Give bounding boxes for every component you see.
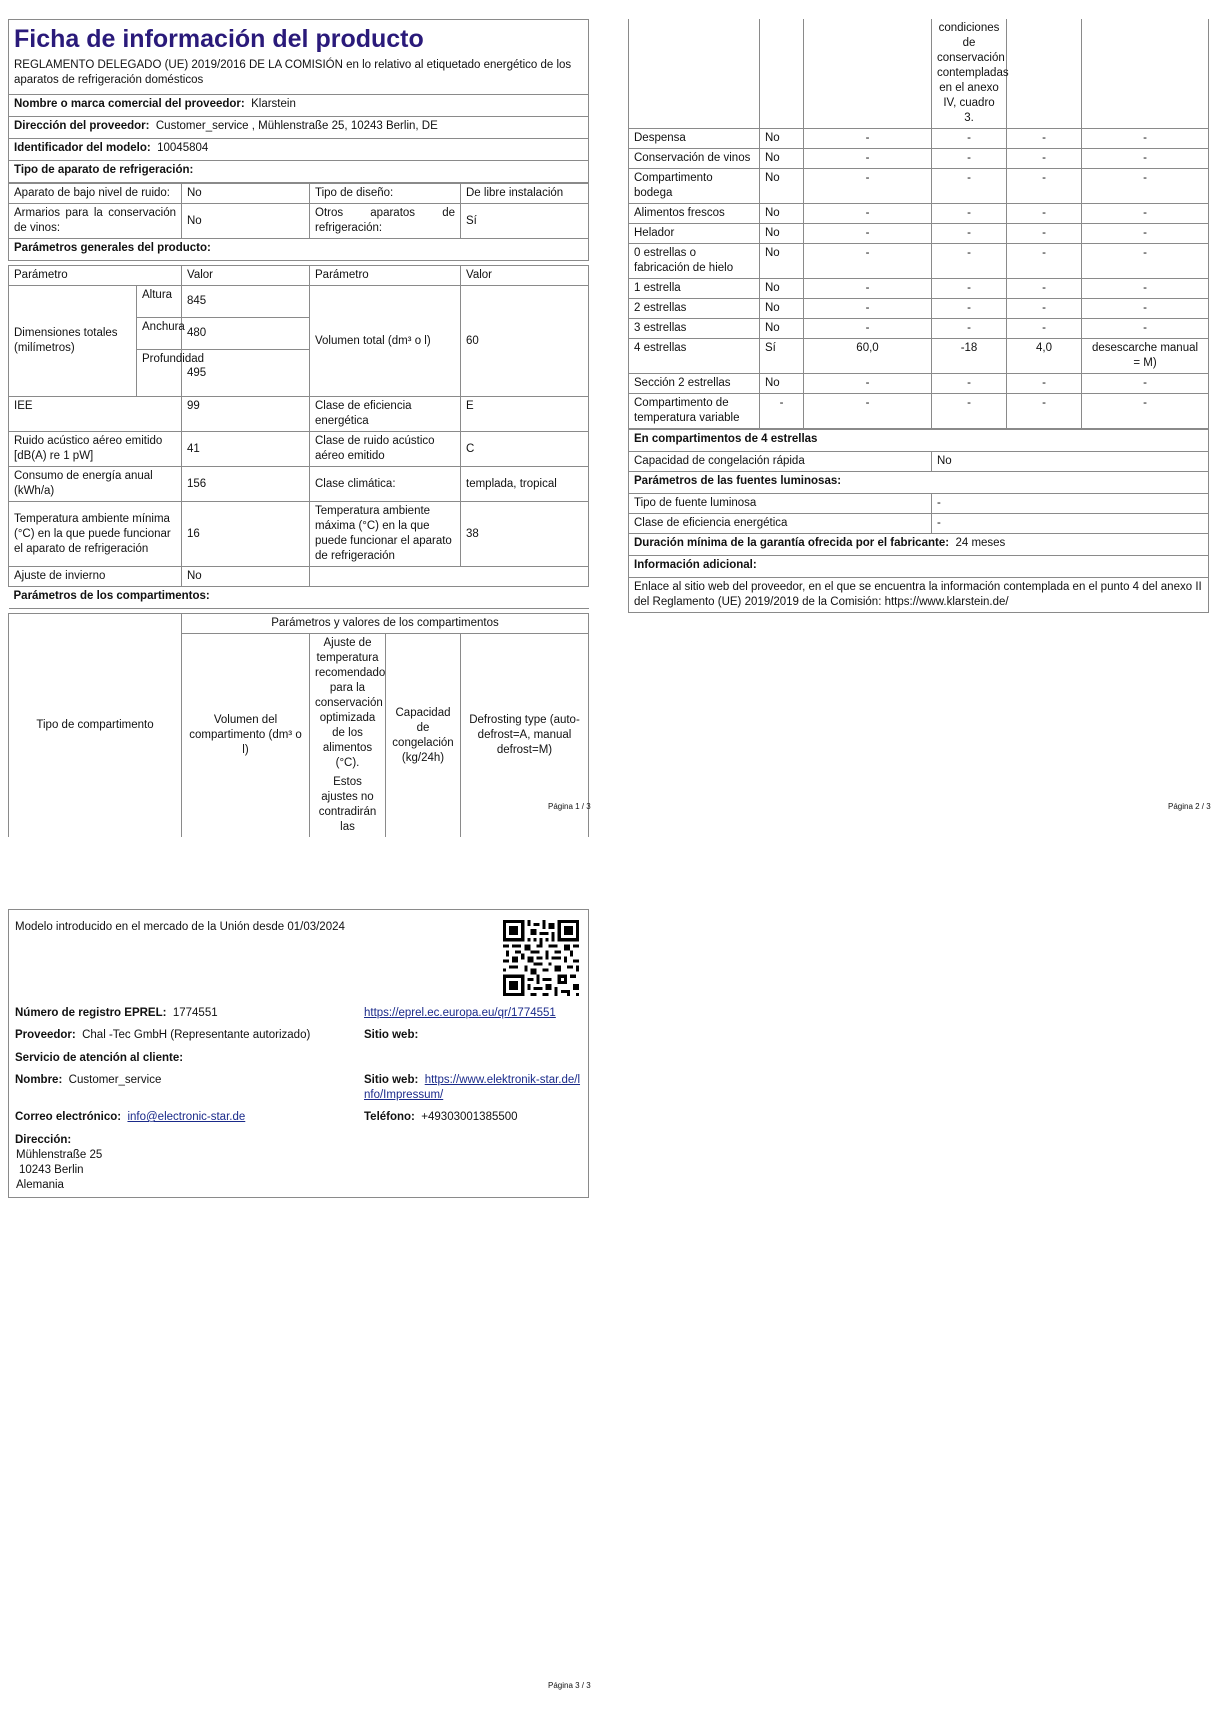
website-label: Sitio web: [364, 1029, 419, 1041]
compartment-present: No [760, 204, 804, 224]
supplier-value: Chal -Tec GmbH (Representante autorizado) [82, 1029, 311, 1041]
compartment-freeze: - [1007, 204, 1082, 224]
noise-class-value: C [461, 432, 589, 467]
table-row [629, 149, 1209, 169]
compartment-name: 4 estrellas [629, 339, 760, 374]
compartment-present: No [760, 374, 804, 394]
compartment-name: Conservación de vinos [629, 149, 760, 169]
fast-freeze-value: No [932, 452, 1209, 472]
compartment-rows [629, 129, 1209, 429]
volume-label: Volumen total (dm³ o l) [310, 286, 461, 397]
table-row [629, 319, 1209, 339]
light-table [628, 429, 1209, 613]
depth-label: Profundidad [137, 350, 182, 397]
wine-value: No [182, 204, 310, 239]
page-3 [8, 909, 589, 1198]
low-noise-value: No [182, 184, 310, 204]
compartment-present: No [760, 319, 804, 339]
compartment-defrost: - [1082, 374, 1209, 394]
noise-class-label: Clase de ruido acústico aéreo emitido [310, 432, 461, 467]
compartment-volume: - [804, 224, 932, 244]
page-2 [628, 19, 1209, 613]
table-row [629, 244, 1209, 279]
compartment-name: Despensa [629, 129, 760, 149]
empty-cell [310, 567, 589, 587]
phone-row: Teléfono: +49303001385500 [364, 1111, 518, 1123]
compartment-temp: - [932, 149, 1007, 169]
warranty-value: 24 meses [955, 537, 1006, 549]
appliance-type-table [8, 183, 589, 261]
compartment-temp: - [932, 394, 1007, 429]
four-star-heading: En compartimentos de 4 estrellas [629, 430, 1209, 452]
address-line-1: Mühlenstraße 25 [16, 1149, 103, 1161]
address-value: Customer_service , Mühlenstraße 25, 10243 Berlin, DE [155, 120, 438, 132]
compartment-name: 2 estrellas [629, 299, 760, 319]
phone-value: +49303001385500 [421, 1111, 518, 1123]
eprel-value: 1774551 [172, 1007, 218, 1019]
email-row: Correo electrónico: info@electronic-star.de [15, 1111, 246, 1123]
compartment-freeze: - [1007, 169, 1082, 204]
eprel-link[interactable]: https://eprel.ec.europa.eu/qr/1774551 [364, 1007, 556, 1019]
compartment-name: Alimentos frescos [629, 204, 760, 224]
page-title: Ficha de información del producto [14, 25, 424, 53]
compartment-freeze: - [1007, 244, 1082, 279]
compartment-volume: - [804, 319, 932, 339]
table-row [629, 374, 1209, 394]
consumption-value: 156 [182, 467, 310, 502]
compartment-temp: - [932, 224, 1007, 244]
design-type-label: Tipo de diseño: [310, 184, 461, 204]
compartment-name: 0 estrellas o fabricación de hielo [629, 244, 760, 279]
compartment-temp: - [932, 129, 1007, 149]
compartment-volume: - [804, 129, 932, 149]
compartment-present: No [760, 279, 804, 299]
address-heading: Dirección: [15, 1134, 72, 1146]
website2-link-1[interactable]: https://www.elektronik-star.de/l [424, 1074, 581, 1086]
compartment-name: Compartimento bodega [629, 169, 760, 204]
compartment-type-header: Tipo de compartimento [9, 614, 182, 838]
email-link[interactable]: info@electronic-star.de [127, 1111, 246, 1123]
col-value-1: Valor [182, 266, 310, 286]
compartment-name: Helador [629, 224, 760, 244]
table-row [629, 394, 1209, 429]
appliance-type-heading: Tipo de aparato de refrigeración: [9, 161, 589, 183]
compartment-volume: - [804, 299, 932, 319]
compartment-volume: - [804, 169, 932, 204]
page-1 [8, 19, 589, 837]
compartment-temp: - [932, 299, 1007, 319]
table-row [629, 129, 1209, 149]
low-noise-label: Aparato de bajo nivel de ruido: [9, 184, 182, 204]
height-value: 845 [182, 286, 310, 318]
compartment-defrost: - [1082, 299, 1209, 319]
compartment-defrost: - [1082, 224, 1209, 244]
qr-code-icon [503, 920, 579, 996]
light-class-label: Clase de eficiencia energética [629, 514, 932, 534]
min-temp-value: 16 [182, 502, 310, 567]
market-text: Modelo introducido en el mercado de la Unión desde 01/03/2024 [15, 921, 345, 933]
address-line-3: Alemania [16, 1179, 64, 1191]
light-heading: Parámetros de las fuentes luminosas: [629, 472, 1209, 494]
name-value: Customer_service [68, 1074, 162, 1086]
light-type-label: Tipo de fuente luminosa [629, 494, 932, 514]
compartments-header-table [8, 613, 589, 837]
compartment-present: No [760, 224, 804, 244]
general-params-table [8, 265, 589, 609]
other-value: Sí [461, 204, 589, 239]
col-param-2: Parámetro [310, 266, 461, 286]
cont-cell-5 [1007, 19, 1082, 129]
noise-value: 41 [182, 432, 310, 467]
compartment-present: No [760, 149, 804, 169]
col-value-2: Valor [461, 266, 589, 286]
compartment-temp: - [932, 244, 1007, 279]
regulation-text: REGLAMENTO DELEGADO (UE) 2019/2016 DE LA COMISIÓN en lo relativo al etiquetado energético de los aparatos de refrigeración domésticos [14, 59, 572, 86]
light-class-value: - [932, 514, 1209, 534]
additional-text: Enlace al sitio web del proveedor, en el que se encuentra la información contemplada en el punto 4 del anexo II del Reglamento (UE) 2019/2019 de la Comisión: https://www.klarstein.de/ [629, 578, 1209, 613]
compartment-temp: - [932, 204, 1007, 224]
table-row [629, 339, 1209, 374]
page-3-number: Página 3 / 3 [548, 1681, 591, 1690]
winter-label: Ajuste de invierno [9, 567, 182, 587]
comp-temp-text: Ajuste de temperatura recomendado para la conservación optimizada de los alimentos (°C). [315, 637, 386, 769]
compartment-freeze: - [1007, 374, 1082, 394]
warranty-row: Duración mínima de la garantía ofrecida por el fabricante: 24 meses [629, 534, 1209, 556]
depth-value: 495 [182, 350, 310, 397]
compartment-volume: - [804, 204, 932, 224]
wine-label: Armarios para la conservación de vinos: [9, 204, 182, 239]
model-row: Identificador del modelo: 10045804 [9, 139, 589, 161]
compartment-freeze: - [1007, 129, 1082, 149]
fast-freeze-label: Capacidad de congelación rápida [629, 452, 932, 472]
compartment-volume: - [804, 394, 932, 429]
eei-label: IEE [9, 397, 182, 432]
compartment-defrost: - [1082, 394, 1209, 429]
compartment-defrost: - [1082, 319, 1209, 339]
compartment-freeze: 4,0 [1007, 339, 1082, 374]
compartment-volume: 60,0 [804, 339, 932, 374]
brand-value: Klarstein [251, 98, 296, 110]
compartment-defrost: - [1082, 129, 1209, 149]
compartment-present: No [760, 244, 804, 279]
title-block [8, 19, 589, 94]
website2-row: Sitio web: https://www.elektronik-star.de/l [364, 1074, 581, 1086]
compartment-name: 3 estrellas [629, 319, 760, 339]
cont-cell-3 [804, 19, 932, 129]
eprel-row: Número de registro EPREL: 1774551 [15, 1007, 218, 1019]
compartment-defrost: desescarche manual = M) [1082, 339, 1209, 374]
website2-link-2[interactable]: nfo/Impressum/ [364, 1089, 444, 1101]
table-row [629, 279, 1209, 299]
compartment-present: Sí [760, 339, 804, 374]
volume-value: 60 [461, 286, 589, 397]
compartment-params-header: Parámetros y valores de los compartimentos [182, 614, 589, 634]
compartments-table [628, 19, 1209, 429]
comp-volume-header: Volumen del compartimento (dm³ o l) [182, 634, 310, 838]
compartment-defrost: - [1082, 244, 1209, 279]
cont-cell-6 [1082, 19, 1209, 129]
compartment-temp: - [932, 374, 1007, 394]
table-row [629, 204, 1209, 224]
comp-freeze-header: Capacidad de congelación (kg/24h) [386, 634, 461, 838]
additional-heading: Información adicional: [629, 556, 1209, 578]
compartment-defrost: - [1082, 149, 1209, 169]
light-type-value: - [932, 494, 1209, 514]
compartment-present: - [760, 394, 804, 429]
consumption-label: Consumo de energía anual (kWh/a) [9, 467, 182, 502]
compartment-volume: - [804, 244, 932, 279]
address-row: Dirección del proveedor: Customer_service , Mühlenstraße 25, 10243 Berlin, DE [9, 117, 589, 139]
max-temp-label: Temperatura ambiente máxima (°C) en la que puede funcionar el aparato de refrigeración [310, 502, 461, 567]
compartment-defrost: - [1082, 279, 1209, 299]
compartment-freeze: - [1007, 299, 1082, 319]
page-1-number: Página 1 / 3 [548, 802, 591, 811]
page-2-number: Página 2 / 3 [1168, 802, 1211, 811]
supplier-row: Proveedor: Chal -Tec GmbH (Representante autorizado) [15, 1029, 311, 1041]
general-heading: Parámetros generales del producto: [9, 239, 589, 261]
design-type-value: De libre instalación [461, 184, 589, 204]
compartment-present: No [760, 299, 804, 319]
compartment-freeze: - [1007, 279, 1082, 299]
energy-class-label: Clase de eficiencia energética [310, 397, 461, 432]
supplier-table [8, 94, 589, 183]
compartment-volume: - [804, 279, 932, 299]
website2-row-2 [364, 1088, 443, 1103]
brand-row: Nombre o marca comercial del proveedor: Klarstein [9, 95, 589, 117]
name-row: Nombre: Customer_service [15, 1074, 162, 1086]
noise-label: Ruido acústico aéreo emitido [dB(A) re 1 pW] [9, 432, 182, 467]
compartment-defrost: - [1082, 169, 1209, 204]
compartment-name: Sección 2 estrellas [629, 374, 760, 394]
max-temp-value: 38 [461, 502, 589, 567]
climate-value: templada, tropical [461, 467, 589, 502]
table-row [629, 169, 1209, 204]
eei-value: 99 [182, 397, 310, 432]
compartment-volume: - [804, 149, 932, 169]
other-label: Otros aparatos de refrigeración: [310, 204, 461, 239]
compartments-heading: Parámetros de los compartimentos: [9, 587, 589, 609]
compartment-present: No [760, 169, 804, 204]
compartment-defrost: - [1082, 204, 1209, 224]
cont-cell-2 [760, 19, 804, 129]
comp-defrost-header: Defrosting type (auto-defrost=A, manual defrost=M) [461, 634, 589, 838]
address-line-2: 10243 Berlin [19, 1164, 84, 1176]
compartment-freeze: - [1007, 394, 1082, 429]
dims-label: Dimensiones totales (milímetros) [9, 286, 137, 397]
table-row [629, 299, 1209, 319]
comp-temp-note: Estos ajustes no contradirán las [318, 776, 377, 833]
compartment-temp: - [932, 319, 1007, 339]
compartment-freeze: - [1007, 149, 1082, 169]
compartment-volume: - [804, 374, 932, 394]
compartment-temp: -18 [932, 339, 1007, 374]
compartment-freeze: - [1007, 319, 1082, 339]
col-param-1: Parámetro [9, 266, 182, 286]
compartment-name: 1 estrella [629, 279, 760, 299]
climate-label: Clase climática: [310, 467, 461, 502]
min-temp-label: Temperatura ambiente mínima (°C) en la que puede funcionar el aparato de refrigeración [9, 502, 182, 567]
cont-cell-1 [629, 19, 760, 129]
table-row [629, 224, 1209, 244]
width-label: Anchura [137, 318, 182, 350]
energy-class-value: E [461, 397, 589, 432]
width-value: 480 [182, 318, 310, 350]
compartment-temp: - [932, 169, 1007, 204]
service-heading: Servicio de atención al cliente: [15, 1052, 184, 1064]
winter-value: No [182, 567, 310, 587]
continued-text: condiciones de conservación contempladas en el anexo IV, cuadro 3. [932, 19, 1007, 129]
compartment-name: Compartimento de temperatura variable [629, 394, 760, 429]
compartment-freeze: - [1007, 224, 1082, 244]
comp-temp-header [310, 634, 386, 838]
model-value: 10045804 [157, 142, 209, 154]
compartment-temp: - [932, 279, 1007, 299]
compartment-present: No [760, 129, 804, 149]
height-label: Altura [137, 286, 182, 318]
